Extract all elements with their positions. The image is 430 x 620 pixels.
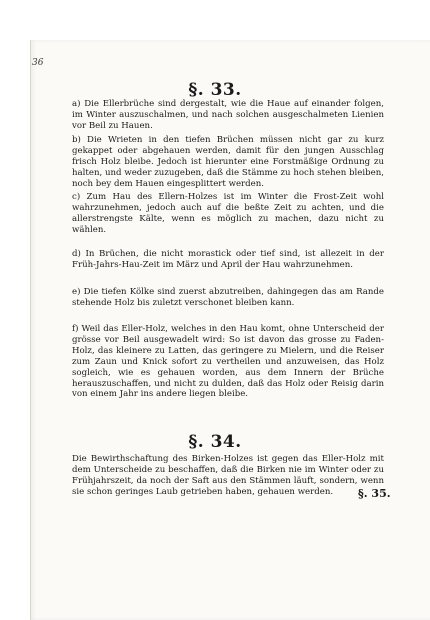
- paragraph-33-f: f) Weil das Eller-Holz, welches in den Hau komt, ohne Unterscheid der grösse vor Beil ausgewadelt wird: So ist davon das grosse zu Faden-Holz, das kleinere zu Latten, das geringere zu Mielern, und die Reiser zum Zaun und Knick sofort zu vertheilen und anzuweisen, das Holz sogleich, wie es gehauen worden, aus dem Innern der Brüche herauszuschaffen, und nicht zu dulden, daß das Holz oder Reisig darin von einem Jahr ins andere liegen bleibe.: [72, 324, 384, 400]
- paragraph-34: Die Bewirthschaftung des Birken-Holzes ist gegen das Eller-Holz mit dem Unterscheide zu beschaffen, daß die Birken nie im Winter oder zu Frühjahrszeit, da noch der Saft aus den Stämmen läuft, sondern, wenn sie schon geringes Laub getrieben haben, gehauen werden.: [72, 454, 384, 497]
- paragraph-33-a: a) Die Ellerbrüche sind dergestalt, wie die Haue auf einander folgen, im Winter auszuschalmen, und nach solchen ausgeschalmeten Lienien vor Beil zu Hauen.: [72, 99, 384, 131]
- section-33-heading: §. 33.: [188, 80, 242, 100]
- paragraph-33-d: d) In Brüchen, die nicht morastick oder tief sind, ist allezeit in der Früh-Jahrs-Hau-Zeit im März und April der Hau wahrzunehmen.: [72, 249, 384, 270]
- paragraph-33-c: c) Zum Hau des Ellern-Holzes ist im Winter die Frost-Zeit wohl wahrzunehmen, jedoch auch auf die beßte Zeit zu achten, und die allerstrengste Kälte, wenn es möglich zu machen, dazu nicht zu wählen.: [72, 192, 384, 235]
- section-34-heading: §. 34.: [188, 432, 242, 452]
- paragraph-33-b: b) Die Wrieten in den tiefen Brüchen müssen nicht gar zu kurz gekappet oder abgehauen werden, damit für den jungen Ausschlag frisch Holz bleibe. Jedoch ist hierunter eine Forstmäßige Ordnung zu halten, und weder zuzugeben, daß die Stämme zu hoch stehen bleiben, noch bey dem Hauen eingesplittert werden.: [72, 135, 384, 189]
- page-number: 36: [32, 58, 44, 68]
- paragraph-33-e: e) Die tiefen Kölke sind zuerst abzutreiben, dahingegen das am Rande stehende Holz bis zuletzt verschonet bleiben kann.: [72, 287, 384, 308]
- catchword: §. 35.: [358, 487, 391, 500]
